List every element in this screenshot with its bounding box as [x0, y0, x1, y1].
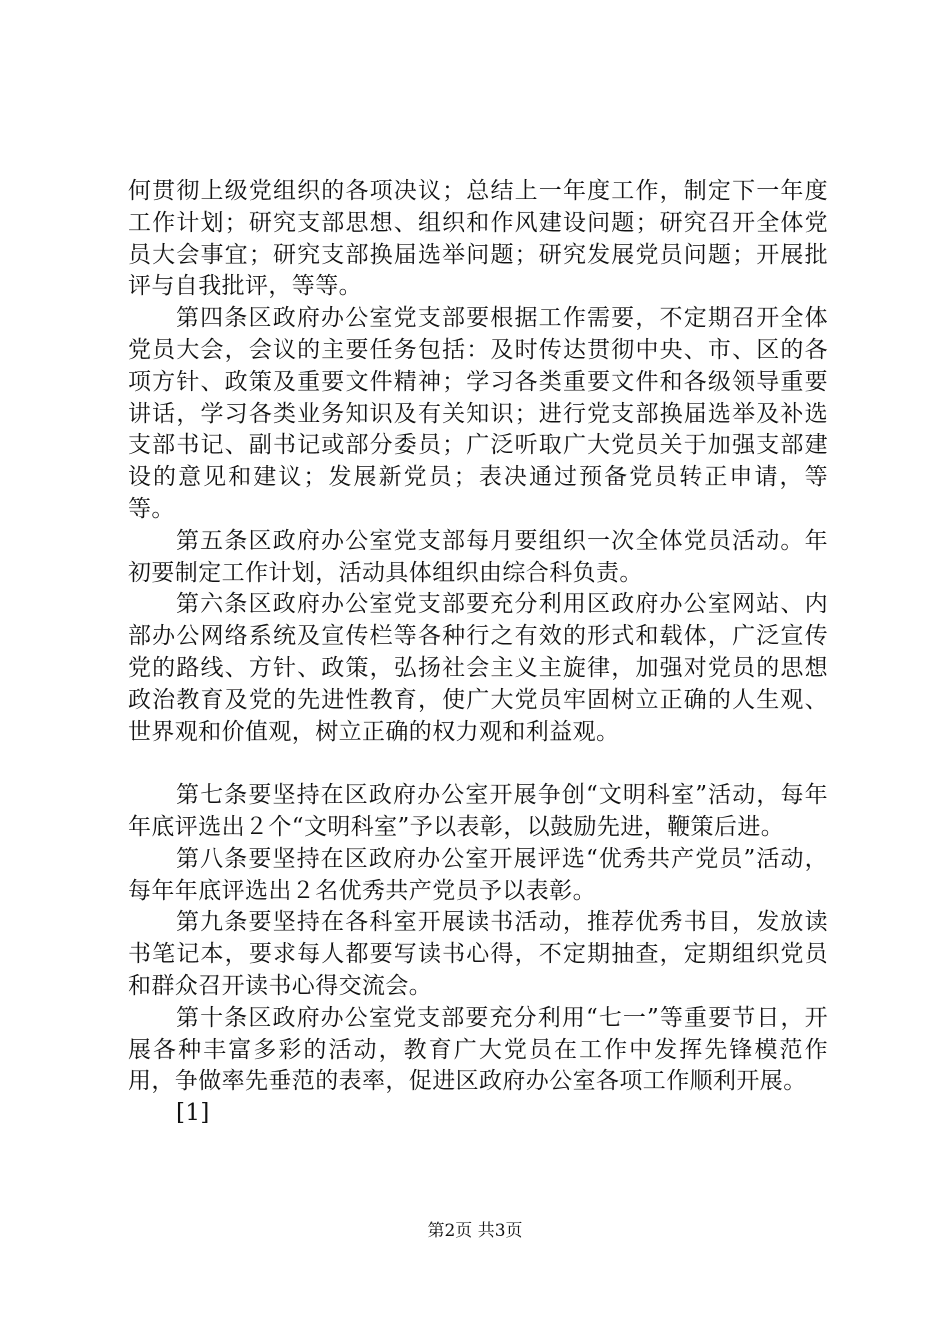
paragraph-continuation: 何贯彻上级党组织的各项决议；总结上一年度工作，制定下一年度工作计划；研究支部思想、组织和作风建设问题；研究召开全体党员大会事宜；研究支部换届选举问题；研究发展党员问题；开展批评与自我批评，等等。	[128, 178, 828, 300]
paragraph-article-6: 第六条区政府办公室党支部要充分利用区政府办公室网站、内部办公网络系统及宣传栏等各种行之有效的形式和载体，广泛宣传党的路线、方针、政策，弘扬社会主义主旋律，加强对党员的思想政治教育及党的先进性教育，使广大党员牢固树立正确的人生观、世界观和价值观，树立正确的权力观和利益观。	[128, 591, 828, 745]
paragraph-article-9: 第九条要坚持在各科室开展读书活动，推荐优秀书目，发放读书笔记本，要求每人都要写读书心得，不定期抽查，定期组织党员和群众召开读书心得交流会。	[128, 909, 828, 999]
paragraph-article-10: 第十条区政府办公室党支部要充分利用“七一”等重要节日，开展各种丰富多彩的活动，教育广大党员在工作中发挥先锋模范作用，争做率先垂范的表率，促进区政府办公室各项工作顺利开展。	[128, 1004, 828, 1095]
paragraph-article-8: 第八条要坚持在区政府办公室开展评选“优秀共产党员”活动，每年年底评选出２名优秀共产党员予以表彰。	[128, 845, 828, 904]
paragraph-article-7: 第七条要坚持在区政府办公室开展争创“文明科室”活动，每年年底评选出２个“文明科室”予以表彰，以鼓励先进，鞭策后进。	[128, 782, 828, 840]
reference-marker: [1]	[176, 1100, 210, 1127]
paragraph-gap	[128, 748, 828, 780]
page-number-footer: 第2页 共3页	[427, 1221, 523, 1241]
document-body	[128, 176, 828, 1130]
paragraph-article-5: 第五条区政府办公室党支部每月要组织一次全体党员活动。年初要制定工作计划，活动具体组织由综合科负责。	[128, 527, 828, 586]
paragraph-article-4: 第四条区政府办公室党支部要根据工作需要，不定期召开全体党员大会，会议的主要任务包括：及时传达贯彻中央、市、区的各项方针、政策及重要文件精神；学习各类重要文件和各级领导重要讲话，学习各类业务知识及有关知识；进行党支部换届选举及补选支部书记、副书记或部分委员；广泛听取广大党员关于加强支部建设的意见和建议；发展新党员；表决通过预备党员转正申请，等等。	[128, 305, 828, 522]
